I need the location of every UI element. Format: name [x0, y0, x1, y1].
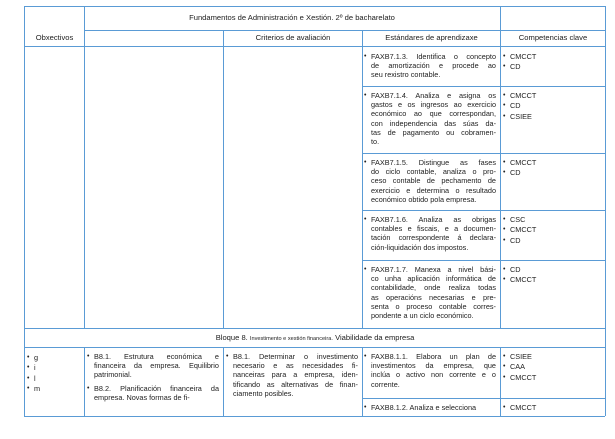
standard-text: co unha aplicación informática de [371, 274, 496, 284]
objective-code: l [34, 373, 36, 383]
bullet: • [87, 353, 90, 360]
standard-text: tación correspondente á declara- [371, 233, 496, 243]
bullet: • [364, 353, 367, 360]
bullet: • [503, 266, 506, 273]
bullet: • [503, 102, 506, 110]
content-text: empresa. Novas formas de fi- [94, 393, 190, 403]
content-text: patrimonial. [94, 370, 132, 380]
column-divider [500, 6, 501, 328]
bullet: • [503, 159, 506, 166]
criterion-text: nanceiras para a empresa, iden- [233, 370, 358, 380]
bullet: • [503, 353, 506, 360]
column-divider [362, 30, 363, 328]
bullet: • [364, 159, 367, 166]
competence-code: CMCCT [510, 91, 537, 100]
competence-code: CAA [510, 362, 526, 372]
competence-code: CD [510, 235, 521, 245]
standard-text: FAXB7.1.6. Analiza as obrigas [371, 215, 496, 224]
bullet: • [27, 364, 30, 372]
competence-code: CD [510, 265, 521, 274]
objective-code: i [34, 363, 36, 373]
bullet: • [503, 92, 506, 99]
standard-text: económico ao que correspondan, [371, 109, 496, 119]
header-bottom-border [24, 46, 605, 47]
bullet: • [503, 276, 506, 284]
standard-text: contables e fiscais, e a documen- [371, 224, 496, 234]
standard-text: económico obtido pola empresa. [371, 194, 477, 204]
standard-text: gastos e os ingresos ao exercicio [371, 100, 496, 110]
column-divider [500, 347, 501, 416]
standard-text: inclúa o activo non corrente e o [371, 370, 496, 380]
standard-text: de amortización e procede ao [371, 61, 496, 71]
bullet: • [364, 404, 367, 411]
table-top-border [24, 6, 605, 7]
block-top-border [24, 328, 605, 329]
standard-text: FAXB7.1.7. Manexa a nivel bási- [371, 265, 496, 274]
standard-text: as operacións necesarias e pre- [371, 292, 496, 302]
competence-code: CSC [510, 215, 526, 224]
bullet: • [503, 169, 506, 177]
competence-code: CMCCT [510, 372, 537, 382]
column-divider [362, 347, 363, 416]
criterion-text: necesario e as necesidades fi- [233, 361, 358, 371]
bullet: • [503, 63, 506, 71]
column-divider [223, 347, 224, 416]
column-divider [84, 46, 85, 328]
bullet: • [503, 363, 506, 371]
standard-text: con independencia das súas da- [371, 118, 496, 128]
title-bottom-border [84, 30, 605, 31]
column-divider [84, 347, 85, 416]
competence-code: CMCCT [510, 275, 537, 285]
table-bottom-border [24, 416, 605, 417]
competence-code: CMCCT [510, 225, 537, 235]
standard-text: FAXB7.1.3. Identifica o concepto [371, 52, 496, 61]
standard-text: senta o proceso contable corres- [371, 301, 496, 311]
standard-text: exercicio e determina o resultado [371, 185, 496, 195]
competence-code: CSIEE [510, 352, 532, 361]
bullet: • [27, 354, 30, 361]
competence-code: CMCCT [510, 403, 537, 412]
standard-text: corrente. [371, 379, 400, 389]
standard-text: FAXB7.1.4. Analiza e asigna os [371, 91, 496, 100]
header-competences: Competencias clave [518, 33, 588, 42]
competence-code: CMCCT [510, 158, 537, 167]
standard-text: investimentos da empresa, que [371, 361, 496, 371]
criterion-text: tificando as alternativas de finan- [233, 379, 358, 389]
standard-text: seu rexistro contable. [371, 70, 441, 80]
bullet: • [503, 226, 506, 234]
content-text: B8.2. Planificación financeira da [94, 384, 219, 393]
bullet: • [503, 404, 506, 411]
row-divider [362, 398, 605, 399]
standard-text: pondente a un ciclo económico. [371, 311, 474, 320]
bullet: • [27, 384, 30, 392]
standard-text: to. [371, 137, 380, 146]
competence-code: CSIEE [510, 111, 532, 121]
standard-text: ceso contable de pechamento de [371, 176, 496, 186]
table-title: Fundamentos de Administración e Xestión. 2º de bacharelato [189, 13, 395, 22]
bullet: • [503, 112, 506, 120]
block-rest: Viabilidade da empresa [335, 333, 415, 342]
table-left-border [24, 6, 25, 416]
bullet: • [364, 53, 367, 60]
block-small-text: Investimento e xestión financeira. [249, 336, 333, 342]
header-criteria: Criterios de avaliación [255, 33, 331, 42]
row-divider [362, 260, 605, 261]
bullet: • [226, 353, 229, 360]
standard-text: contabilidade, onde realiza todas [371, 283, 496, 293]
standard-text: FAXB8.1.2. Analiza e selecciona [371, 403, 477, 412]
objective-code: g [34, 353, 39, 362]
block-prefix: Bloque 8. [215, 333, 248, 342]
bullet: • [87, 385, 90, 392]
bullet: • [503, 216, 506, 223]
content-text: financeira da empresa. Equilibrio [94, 361, 219, 371]
competence-code: CD [510, 101, 521, 111]
objective-code: m [34, 383, 41, 393]
table-right-border [605, 6, 606, 416]
header-objectives: Obxectivos [35, 33, 74, 42]
row-divider [362, 210, 605, 211]
standard-text: FAXB8.1.1. Elabora un plan de [371, 352, 496, 361]
competence-code: CMCCT [510, 52, 537, 61]
column-divider [223, 46, 224, 328]
criterion-text: ciamento posibles. [233, 388, 294, 398]
standard-text: tas de pagamento ou cobramen- [371, 127, 496, 137]
bullet: • [364, 266, 367, 273]
bullet: • [27, 374, 30, 382]
block-heading [25, 333, 605, 344]
standard-text: FAXB7.1.5. Distingue as fases [371, 158, 496, 167]
row-divider [362, 86, 605, 87]
column-divider [84, 6, 85, 46]
bullet: • [503, 53, 506, 60]
standard-text: ción-liquidación dos impostos. [371, 242, 469, 252]
bullet: • [503, 373, 506, 381]
criterion-text: B8.1. Determinar o investimento [233, 352, 358, 361]
row-divider [362, 153, 605, 154]
content-text: B8.1. Estrutura económica e [94, 352, 219, 361]
competence-code: CD [510, 62, 521, 72]
bullet: • [503, 236, 506, 244]
bullet: • [364, 92, 367, 99]
header-standards: Estándares de aprendizaxe [385, 33, 478, 42]
competence-code: CD [510, 168, 521, 178]
bullet: • [364, 216, 367, 223]
block-bottom-border [24, 347, 605, 348]
standard-text: do ciclo contable, analiza o pro- [371, 167, 496, 177]
